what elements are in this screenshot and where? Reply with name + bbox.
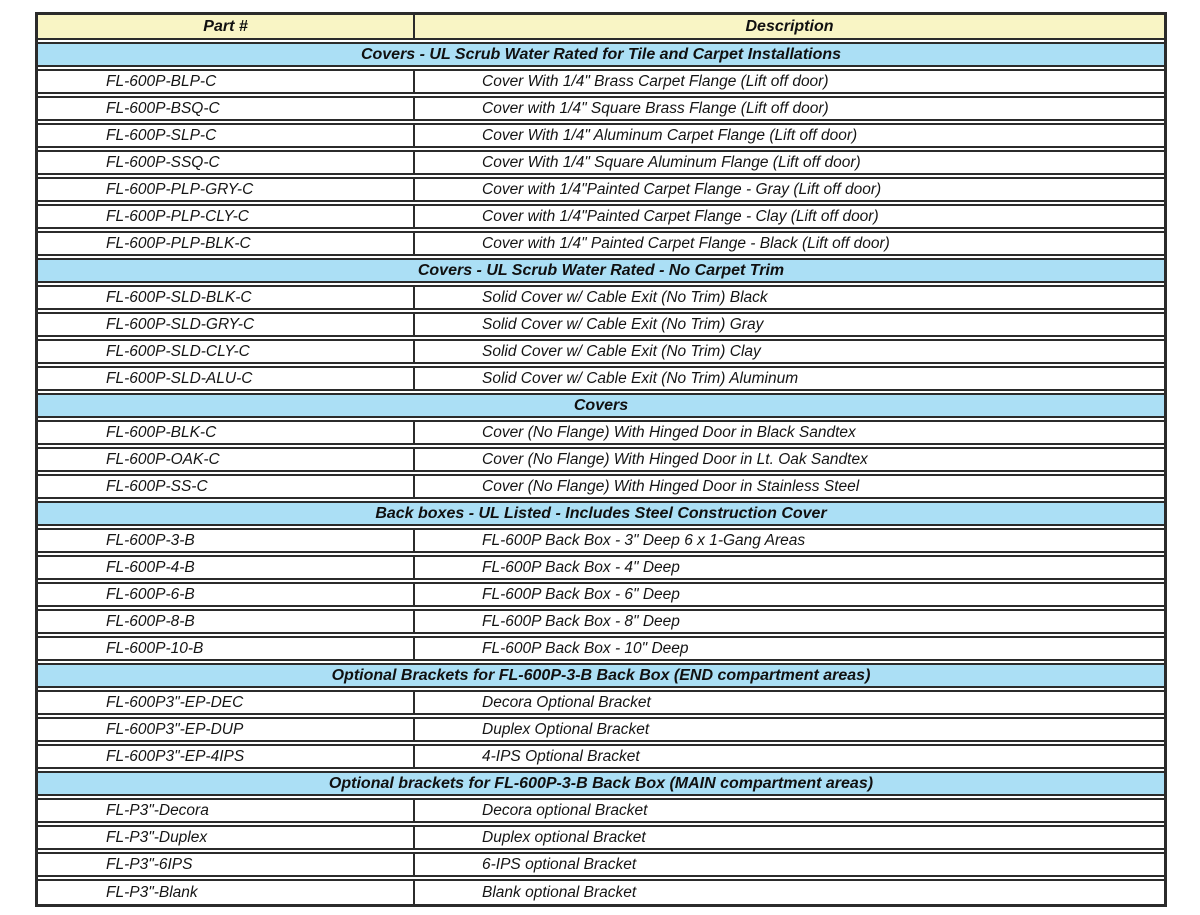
description-cell	[415, 179, 1164, 200]
table-row	[38, 798, 1164, 823]
description: Cover With 1/4" Aluminum Carpet Flange (Lift off door)	[482, 126, 858, 144]
description-cell	[415, 692, 1164, 713]
part-number: FL-600P-SLD-ALU-C	[106, 369, 253, 387]
section-header-row	[38, 501, 1164, 526]
description-cell	[415, 71, 1164, 92]
description-cell	[415, 719, 1164, 740]
description-cell	[415, 557, 1164, 578]
part-number-cell	[38, 746, 415, 767]
part-number-cell	[38, 98, 415, 119]
parts-table	[35, 12, 1167, 907]
description-cell	[415, 611, 1164, 632]
part-number: FL-600P-BSQ-C	[106, 99, 220, 117]
description: FL-600P Back Box - 10" Deep	[482, 639, 689, 657]
table-row	[38, 204, 1164, 229]
part-number-cell	[38, 368, 415, 389]
part-number-cell	[38, 125, 415, 146]
description: Cover With 1/4" Brass Carpet Flange (Lift off door)	[482, 72, 829, 90]
table-row	[38, 879, 1164, 904]
part-number-cell	[38, 179, 415, 200]
part-number: FL-600P-SLD-GRY-C	[106, 315, 255, 333]
description-cell	[415, 98, 1164, 119]
part-number: FL-600P-PLP-GRY-C	[106, 180, 254, 198]
column-header-description-label: Description	[745, 17, 834, 35]
section-title: Optional Brackets for FL-600P-3-B Back Box (END compartment areas)	[331, 666, 871, 684]
description: Cover (No Flange) With Hinged Door in Black Sandtex	[482, 423, 856, 441]
table-row	[38, 150, 1164, 175]
description: Cover (No Flange) With Hinged Door in Lt. Oak Sandtex	[482, 450, 868, 468]
table-row	[38, 447, 1164, 472]
description-cell	[415, 449, 1164, 470]
part-number: FL-600P-BLK-C	[106, 423, 217, 441]
table-row	[38, 582, 1164, 607]
part-number-cell	[38, 152, 415, 173]
table-row	[38, 528, 1164, 553]
table-row	[38, 420, 1164, 445]
description-cell	[415, 125, 1164, 146]
description: 4-IPS Optional Bracket	[482, 747, 640, 765]
part-number: FL-600P-BLP-C	[106, 72, 217, 90]
table-row	[38, 366, 1164, 391]
section-header-row	[38, 42, 1164, 67]
table-row	[38, 339, 1164, 364]
description: Cover With 1/4" Square Aluminum Flange (Lift off door)	[482, 153, 861, 171]
table-row	[38, 123, 1164, 148]
part-number: FL-600P-SLP-C	[106, 126, 217, 144]
part-number-cell	[38, 530, 415, 551]
part-number: FL-600P-6-B	[106, 585, 195, 603]
part-number: FL-600P-8-B	[106, 612, 195, 630]
description-cell	[415, 233, 1164, 254]
part-number: FL-600P-PLP-CLY-C	[106, 207, 250, 225]
description-cell	[415, 746, 1164, 767]
part-number-cell	[38, 422, 415, 443]
section-header-row	[38, 663, 1164, 688]
table-row	[38, 825, 1164, 850]
description-cell	[415, 584, 1164, 605]
part-number-cell	[38, 800, 415, 821]
table-row	[38, 312, 1164, 337]
description-cell	[415, 206, 1164, 227]
section-header-row	[38, 258, 1164, 283]
column-header-part	[38, 15, 415, 38]
part-number-cell	[38, 881, 415, 904]
description: Cover with 1/4"Painted Carpet Flange - Clay (Lift off door)	[482, 207, 879, 225]
description-cell	[415, 530, 1164, 551]
table-row	[38, 609, 1164, 634]
description: Solid Cover w/ Cable Exit (No Trim) Gray	[482, 315, 764, 333]
description: Solid Cover w/ Cable Exit (No Trim) Aluminum	[482, 369, 799, 387]
description: 6-IPS optional Bracket	[482, 855, 637, 873]
description: Duplex optional Bracket	[482, 828, 646, 846]
table-row	[38, 555, 1164, 580]
part-number-cell	[38, 854, 415, 875]
description: FL-600P Back Box - 3" Deep 6 x 1-Gang Areas	[482, 531, 806, 549]
part-number: FL-600P-SSQ-C	[106, 153, 220, 171]
table-row	[38, 717, 1164, 742]
part-number: FL-600P-PLP-BLK-C	[106, 234, 251, 252]
column-header-description	[415, 15, 1164, 38]
part-number-cell	[38, 449, 415, 470]
table-row	[38, 474, 1164, 499]
table-row	[38, 852, 1164, 877]
column-header-part-label: Part #	[203, 17, 248, 35]
table-row	[38, 231, 1164, 256]
part-number-cell	[38, 692, 415, 713]
part-number-cell	[38, 638, 415, 659]
description: Decora Optional Bracket	[482, 693, 651, 711]
description: Duplex Optional Bracket	[482, 720, 650, 738]
description: Cover with 1/4" Painted Carpet Flange - Black (Lift off door)	[482, 234, 890, 252]
part-number: FL-600P-4-B	[106, 558, 195, 576]
part-number: FL-600P-SLD-CLY-C	[106, 342, 250, 360]
description: FL-600P Back Box - 4" Deep	[482, 558, 680, 576]
section-title: Optional brackets for FL-600P-3-B Back Box (MAIN compartment areas)	[328, 774, 874, 792]
part-number-cell	[38, 827, 415, 848]
table-row	[38, 690, 1164, 715]
part-number: FL-600P-OAK-C	[106, 450, 220, 468]
part-number-cell	[38, 71, 415, 92]
description: FL-600P Back Box - 6" Deep	[482, 585, 680, 603]
section-header-row	[38, 771, 1164, 796]
description-cell	[415, 287, 1164, 308]
part-number: FL-600P3"-EP-4IPS	[106, 747, 245, 765]
description-cell	[415, 368, 1164, 389]
description: Solid Cover w/ Cable Exit (No Trim) Clay	[482, 342, 761, 360]
part-number-cell	[38, 476, 415, 497]
part-number-cell	[38, 206, 415, 227]
section-title: Covers - UL Scrub Water Rated for Tile and Carpet Installations	[360, 45, 842, 63]
description-cell	[415, 854, 1164, 875]
description: Solid Cover w/ Cable Exit (No Trim) Black	[482, 288, 768, 306]
part-number: FL-600P-SLD-BLK-C	[106, 288, 252, 306]
part-number: FL-P3"-Decora	[106, 801, 209, 819]
description-cell	[415, 341, 1164, 362]
table-row	[38, 636, 1164, 661]
description-cell	[415, 881, 1164, 904]
table-header-row	[38, 15, 1164, 40]
part-number: FL-P3"-6IPS	[106, 855, 193, 873]
part-number: FL-600P-3-B	[106, 531, 195, 549]
part-number-cell	[38, 314, 415, 335]
part-number: FL-P3"-Blank	[106, 883, 198, 901]
section-title: Covers	[573, 396, 629, 414]
part-number-cell	[38, 287, 415, 308]
description: Cover (No Flange) With Hinged Door in Stainless Steel	[482, 477, 860, 495]
section-title: Back boxes - UL Listed - Includes Steel Construction Cover	[375, 504, 827, 522]
part-number: FL-600P-SS-C	[106, 477, 208, 495]
part-number: FL-P3"-Duplex	[106, 828, 208, 846]
description: Cover with 1/4"Painted Carpet Flange - Gray (Lift off door)	[482, 180, 882, 198]
description: Cover with 1/4" Square Brass Flange (Lift off door)	[482, 99, 829, 117]
description-cell	[415, 827, 1164, 848]
table-row	[38, 96, 1164, 121]
part-number-cell	[38, 584, 415, 605]
part-number-cell	[38, 719, 415, 740]
part-number-cell	[38, 341, 415, 362]
section-title: Covers - UL Scrub Water Rated - No Carpet Trim	[417, 261, 785, 279]
table-row	[38, 69, 1164, 94]
part-number-cell	[38, 611, 415, 632]
description: Blank optional Bracket	[482, 883, 637, 901]
description-cell	[415, 638, 1164, 659]
part-number-cell	[38, 233, 415, 254]
part-number: FL-600P3"-EP-DEC	[106, 693, 244, 711]
table-row	[38, 744, 1164, 769]
description-cell	[415, 314, 1164, 335]
description-cell	[415, 422, 1164, 443]
table-row	[38, 285, 1164, 310]
description-cell	[415, 152, 1164, 173]
description-cell	[415, 476, 1164, 497]
table-row	[38, 177, 1164, 202]
description-cell	[415, 800, 1164, 821]
part-number-cell	[38, 557, 415, 578]
part-number: FL-600P-10-B	[106, 639, 204, 657]
section-header-row	[38, 393, 1164, 418]
part-number: FL-600P3"-EP-DUP	[106, 720, 244, 738]
description: FL-600P Back Box - 8" Deep	[482, 612, 680, 630]
description: Decora optional Bracket	[482, 801, 648, 819]
